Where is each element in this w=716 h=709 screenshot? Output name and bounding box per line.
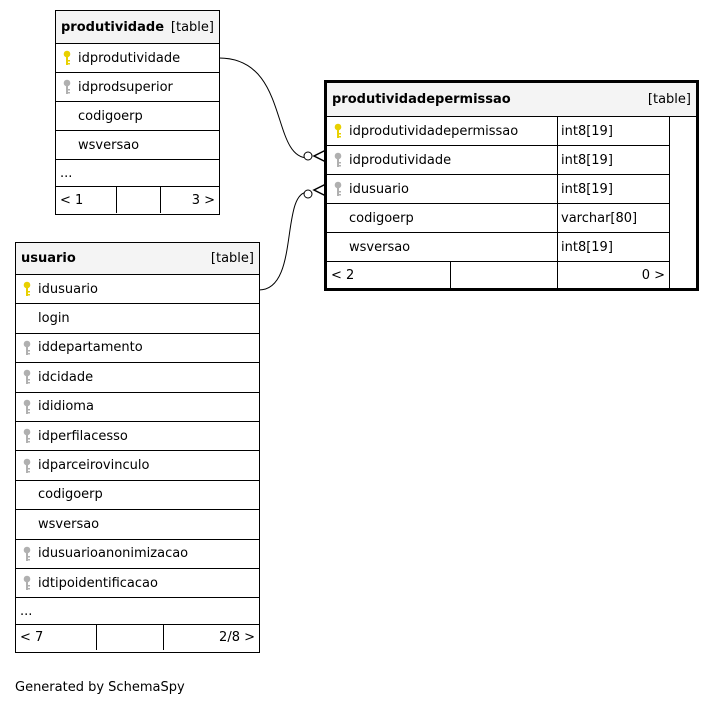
ellipsis: ...	[20, 603, 33, 619]
footer-children: 2/8 >	[163, 625, 259, 650]
column-row	[16, 540, 259, 569]
relationship-produtividade-to-permissao	[219, 58, 308, 158]
footer-spacer	[116, 187, 160, 213]
column-name: codigoerp	[78, 108, 143, 124]
foreign-key-icon	[16, 575, 38, 591]
column-list	[56, 44, 219, 160]
foreign-key-icon	[16, 340, 38, 356]
relationship-usuario-to-permissao	[259, 192, 308, 290]
column-type: varchar[80]	[558, 204, 670, 232]
column-row	[56, 44, 219, 73]
column-name: idusuarioanonimizacao	[38, 546, 189, 562]
table-footer	[56, 187, 219, 213]
column-name: idprodutividade	[349, 152, 452, 168]
more-columns	[16, 598, 259, 625]
foreign-key-icon	[16, 399, 38, 415]
column-name: wsversao	[38, 516, 100, 532]
column-row	[16, 393, 259, 422]
table-name: usuario	[21, 251, 76, 266]
column-name-cell	[327, 204, 558, 232]
footer-spacer	[450, 262, 558, 288]
column-row	[16, 510, 259, 539]
foreign-key-icon	[16, 428, 38, 444]
column-type: int8[19]	[558, 175, 670, 203]
footer-parents: < 1	[60, 192, 84, 208]
column-row	[16, 569, 259, 598]
table-produtividadepermissao	[324, 80, 699, 291]
table-usuario	[15, 242, 260, 653]
foreign-key-icon	[327, 152, 349, 168]
column-row	[327, 204, 670, 233]
column-name: wsversao	[349, 239, 411, 255]
table-header	[16, 243, 259, 275]
column-row	[56, 73, 219, 102]
column-row	[16, 304, 259, 333]
column-name: codigoerp	[38, 487, 103, 503]
foreign-key-icon	[56, 79, 78, 95]
column-name: idprodutividade	[78, 50, 181, 66]
column-name: idcidade	[38, 369, 94, 385]
more-columns	[56, 160, 219, 187]
foreign-key-icon	[16, 546, 38, 562]
column-row	[56, 131, 219, 160]
column-name-cell	[327, 233, 558, 261]
column-type: int8[19]	[558, 146, 670, 174]
primary-key-icon	[16, 281, 38, 297]
column-name: idtipoidentificacao	[38, 575, 158, 591]
column-name: wsversao	[78, 137, 140, 153]
table-footer	[327, 262, 670, 288]
column-row	[16, 363, 259, 392]
foreign-key-icon	[16, 369, 38, 385]
column-name: idusuario	[38, 281, 98, 297]
footer-spacer	[96, 625, 163, 650]
column-name: idparceirovinculo	[38, 458, 150, 474]
footer-children: 3 >	[160, 187, 219, 213]
footer-children: 0 >	[557, 262, 669, 288]
column-name: idusuario	[349, 181, 409, 197]
column-row	[16, 481, 259, 510]
column-type: int8[19]	[558, 233, 670, 261]
column-row	[327, 233, 670, 262]
column-name: idprodutividadepermissao	[349, 123, 519, 139]
column-row	[16, 275, 259, 304]
column-row	[56, 102, 219, 131]
primary-key-icon	[327, 123, 349, 139]
footer-parents: < 2	[331, 267, 355, 283]
ellipsis: ...	[60, 165, 73, 181]
column-name: ididioma	[38, 399, 94, 415]
column-row	[16, 451, 259, 480]
column-row	[16, 422, 259, 451]
column-list	[327, 117, 696, 262]
relationship-optional-circle	[304, 152, 312, 160]
column-name-cell	[327, 146, 558, 174]
column-row	[327, 175, 670, 204]
column-name: idperfilacesso	[38, 428, 128, 444]
table-name: produtividade	[61, 19, 165, 35]
foreign-key-icon	[16, 458, 38, 474]
column-row	[327, 146, 670, 175]
column-name: login	[38, 311, 70, 327]
column-row	[327, 117, 670, 146]
table-kind: [table]	[647, 92, 691, 107]
column-name: iddepartamento	[38, 340, 143, 356]
column-name: codigoerp	[349, 210, 414, 226]
table-kind: [table]	[210, 251, 254, 266]
table-name: produtividadepermissao	[332, 92, 511, 107]
table-kind: [table]	[170, 19, 214, 35]
footer-parents: < 7	[20, 630, 44, 646]
column-name: idprodsuperior	[78, 79, 173, 95]
column-row	[16, 334, 259, 363]
table-produtividade	[55, 10, 220, 215]
column-list	[16, 275, 259, 598]
column-name-cell	[327, 175, 558, 203]
table-footer	[16, 625, 259, 650]
relationship-optional-circle	[304, 190, 312, 198]
generated-by-label: Generated by SchemaSpy	[15, 680, 185, 695]
table-header	[327, 83, 696, 117]
table-header	[56, 11, 219, 44]
column-name-cell	[327, 117, 558, 145]
primary-key-icon	[56, 50, 78, 66]
foreign-key-icon	[327, 181, 349, 197]
column-type: int8[19]	[558, 117, 670, 145]
